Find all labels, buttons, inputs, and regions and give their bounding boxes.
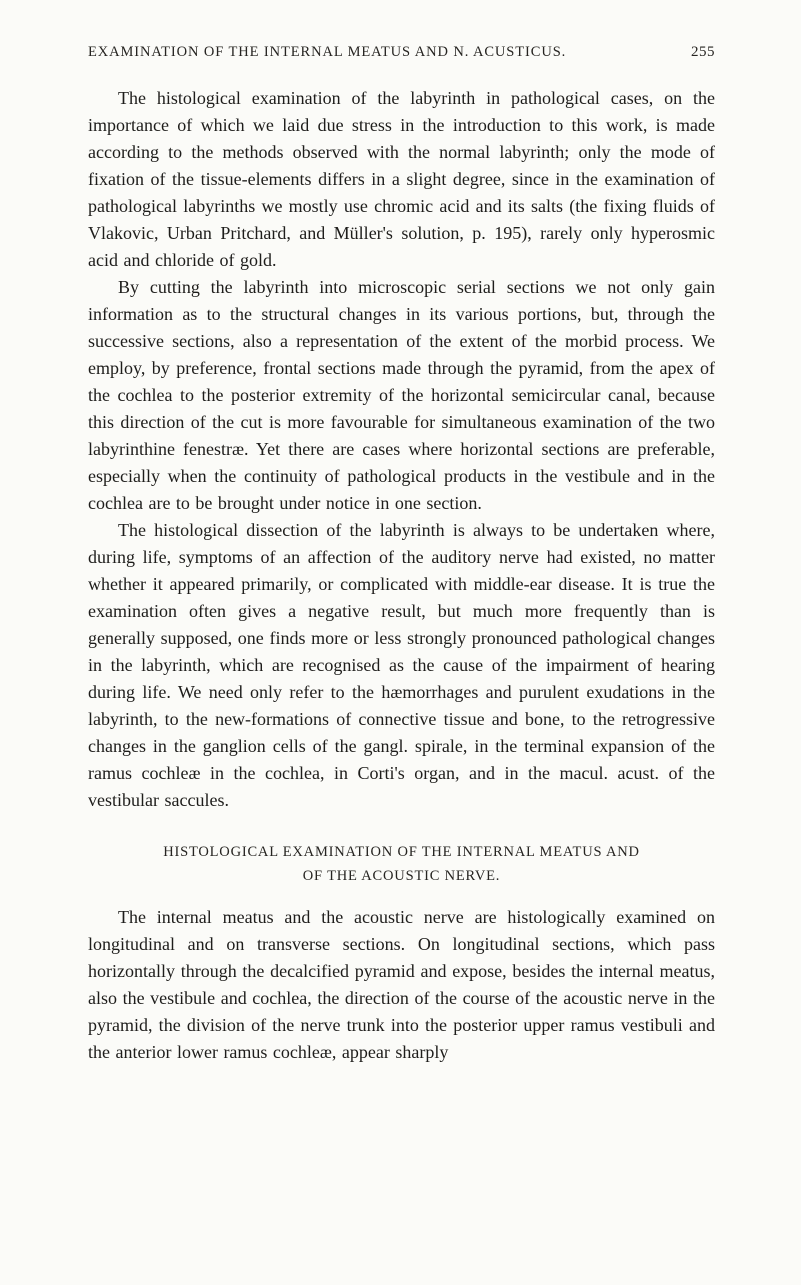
page-number: 255 [691, 44, 715, 60]
running-header [88, 44, 715, 61]
section-heading [88, 840, 715, 888]
paragraph-serial-sections: By cutting the labyrinth into microscopic serial sections we not only gain information as to the structural changes in its various portions, but, through the successive sections, also a representation of the extent of the morbid process. We employ, by preference, frontal sections made through the pyramid, from the apex of the cochlea to the posterior extremity of the horizontal semicircular canal, because this direction of the cut is more favourable for simultaneous examination of the two labyrinthine fenestræ. Yet there are cases where horizontal sections are preferable, especially when the continuity of pathological products in the vestibule and in the cochlea are to be brought under notice in one section. [88, 277, 715, 513]
paragraph-internal-meatus: The internal meatus and the acoustic nerve are histologically examined on longitudinal and on transverse sections. On longitudinal sections, which pass horizontally through the decalcified pyramid and expose, besides the internal meatus, also the vestibule and cochlea, the direction of the course of the acoustic nerve in the pyramid, the division of the nerve trunk into the posterior upper ramus vestibuli and the anterior lower ramus cochleæ, appear sharply [88, 907, 715, 1062]
section-heading-line-1: HISTOLOGICAL EXAMINATION OF THE INTERNAL MEATUS AND [163, 844, 640, 860]
section-heading-line-2: OF THE ACOUSTIC NERVE. [302, 868, 501, 884]
body-text [88, 85, 715, 1066]
paragraph-histological-dissection: The histological dissection of the labyrinth is always to be undertaken where, during life, symptoms of an affection of the auditory nerve had existed, no matter whether it appeared primarily, or complicated with middle-ear disease. It is true the examination often gives a negative result, but much more frequently than is generally supposed, one finds more or less strongly pronounced pathological changes in the labyrinth, which are recognised as the cause of the impairment of hearing during life. We need only refer to the hæmorrhages and purulent exudations in the labyrinth, to the new-formations of connective tissue and bone, to the retrogressive changes in the ganglion cells of the gangl. spirale, in the terminal expansion of the ramus cochleæ in the cochlea, in Corti's organ, and in the macul. acust. of the vestibular saccules. [88, 520, 715, 810]
running-header-title: EXAMINATION OF THE INTERNAL MEATUS AND N. ACUSTICUS. [88, 44, 567, 60]
paragraph-histological-examination: The histological examination of the labyrinth in pathological cases, on the importance of which we laid due stress in the introduction to this work, is made according to the methods observed with the normal labyrinth; only the mode of fixation of the tissue-elements differs in a slight degree, since in the examination of pathological labyrinths we mostly use chromic acid and its salts (the fixing fluids of Vlakovic, Urban Pritchard, and Müller's solution, p. 195), rarely only hyperosmic acid and chloride of gold. [88, 88, 715, 270]
